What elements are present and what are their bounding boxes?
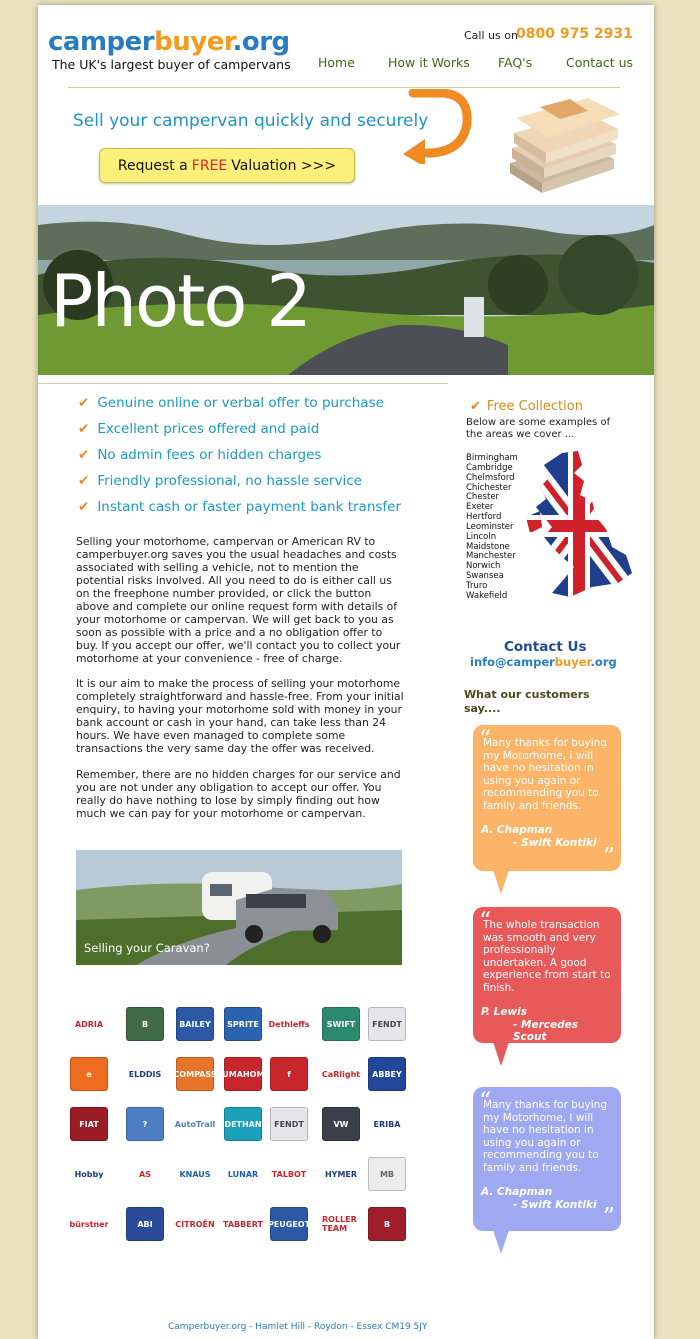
body-paragraph-2: It is our aim to make the process of selling your motorhome completely straightforward and hassle-free. From your initial enquiry, to having your motorhome sold with money in your bank account or cash in your hand, can take less than 24 hours. We have even managed to complete some transactions the very same day the offer was received. bbox=[76, 677, 404, 755]
contact-email-link[interactable] bbox=[470, 655, 617, 669]
hero-headline: Sell your campervan quickly and securely bbox=[73, 111, 429, 131]
city-item: Leominster bbox=[466, 521, 514, 532]
testimonial-bubble bbox=[473, 907, 621, 1043]
feature-text: Friendly professional, no hassle service bbox=[97, 473, 362, 489]
check-icon: ✔ bbox=[470, 399, 481, 414]
brand-logo[interactable]: BAILEY bbox=[176, 1007, 214, 1041]
button-text-pre: Request a bbox=[117, 157, 188, 174]
feature-text: Genuine online or verbal offer to purchase bbox=[97, 395, 384, 411]
check-icon: ✔ bbox=[78, 395, 90, 411]
feature-text: No admin fees or hidden charges bbox=[97, 447, 322, 463]
logo-camper: camper bbox=[48, 27, 155, 57]
page bbox=[38, 5, 654, 1339]
brand-logo[interactable]: TALBOT bbox=[270, 1157, 308, 1191]
email-part3: .org bbox=[590, 655, 617, 669]
brand-logo[interactable]: TABBERT bbox=[224, 1207, 262, 1241]
footer-address: Camperbuyer.org - Hamlet Hill - Roydon - Essex CM19 5JY bbox=[168, 1322, 428, 1332]
testimonial-name: A. Chapman bbox=[481, 824, 553, 836]
nav-home[interactable]: Home bbox=[318, 55, 355, 70]
feature-item bbox=[78, 421, 319, 437]
contact-heading: Contact Us bbox=[504, 639, 587, 655]
brand-logo[interactable]: e bbox=[70, 1057, 108, 1091]
city-item: Manchester bbox=[466, 551, 516, 562]
tagline: The UK's largest buyer of campervans bbox=[52, 57, 291, 72]
city-item: Wakefield bbox=[466, 590, 508, 601]
button-text-free: FREE bbox=[191, 157, 228, 174]
brand-logo[interactable]: SWIFT bbox=[322, 1007, 360, 1041]
testimonial-text: Many thanks for buying my Motorhome, I will have no hesitation in using you again or recommending you to family and friends. bbox=[483, 1099, 607, 1174]
content-divider bbox=[38, 383, 448, 384]
brand-logo[interactable]: Dethleffs bbox=[270, 1007, 308, 1041]
testimonial-vehicle: - Swift Kontiki bbox=[513, 1198, 597, 1211]
brand-logo[interactable]: ROLLER TEAM bbox=[322, 1207, 360, 1241]
areas-intro: Below are some examples of the areas we cover ... bbox=[466, 417, 611, 440]
city-item: Chichester bbox=[466, 482, 512, 493]
phone-number[interactable]: 0800 975 2931 bbox=[516, 26, 633, 42]
brand-logo[interactable]: DETHAN bbox=[224, 1107, 262, 1141]
feature-text: Instant cash or faster payment bank transfer bbox=[97, 499, 402, 515]
brand-logo[interactable]: ELDDIS bbox=[126, 1057, 164, 1091]
feature-item bbox=[78, 499, 401, 515]
city-item: Lincoln bbox=[466, 531, 497, 542]
testimonial-bubble bbox=[473, 1087, 621, 1231]
feature-item bbox=[78, 395, 384, 411]
brand-logo[interactable]: ERIBA bbox=[368, 1107, 406, 1141]
brand-logo[interactable]: Hobby bbox=[70, 1157, 108, 1191]
testimonial-name: A. Chapman bbox=[481, 1186, 553, 1198]
city-item: Exeter bbox=[466, 502, 494, 513]
brand-logo[interactable]: ABBEY bbox=[368, 1057, 406, 1091]
brand-logo[interactable]: f bbox=[270, 1057, 308, 1091]
city-item: Birmingham bbox=[466, 453, 518, 463]
brand-logo[interactable]: ABI bbox=[126, 1207, 164, 1241]
close-quote-icon: ” bbox=[602, 843, 615, 871]
feature-text: Excellent prices offered and paid bbox=[97, 421, 320, 437]
city-item: Chelmsford bbox=[466, 472, 515, 483]
brand-logo[interactable]: AutoTrail bbox=[176, 1107, 214, 1141]
city-item: Cambridge bbox=[466, 462, 513, 473]
email-part1: info@camper bbox=[470, 655, 555, 669]
logo-org: .org bbox=[232, 27, 290, 57]
brand-logo[interactable]: VW bbox=[322, 1107, 360, 1141]
bubble-tail bbox=[493, 870, 509, 894]
brand-logo[interactable]: KNAUS bbox=[176, 1157, 214, 1191]
curved-arrow-icon bbox=[383, 89, 473, 164]
brand-logo[interactable]: ? bbox=[126, 1107, 164, 1141]
open-quote-icon: “ bbox=[479, 725, 492, 753]
testimonial-name: P. Lewis bbox=[481, 1006, 527, 1018]
city-item: Norwich bbox=[466, 561, 501, 572]
brand-logo[interactable]: PEUGEOT bbox=[270, 1207, 308, 1241]
check-icon: ✔ bbox=[78, 473, 90, 489]
brand-logo[interactable]: FENDT bbox=[270, 1107, 308, 1141]
open-quote-icon: “ bbox=[479, 907, 492, 935]
brand-logo[interactable]: CITROËN bbox=[176, 1207, 214, 1241]
caravan-caption[interactable]: Selling your Caravan? bbox=[84, 941, 210, 955]
brand-logo[interactable]: B bbox=[368, 1207, 406, 1241]
city-item: Swansea bbox=[466, 571, 504, 582]
city-item: Truro bbox=[466, 580, 488, 591]
testimonial-vehicle: - Swift Kontiki bbox=[513, 836, 597, 849]
brand-logo[interactable]: SPRITE bbox=[224, 1007, 262, 1041]
money-stack-icon bbox=[490, 93, 630, 201]
testimonial-bubble bbox=[473, 725, 621, 871]
close-quote-icon: ” bbox=[602, 1203, 615, 1231]
brand-logo[interactable]: COMPASS bbox=[176, 1057, 214, 1091]
brand-logo[interactable]: CaRlight bbox=[322, 1057, 360, 1091]
uk-flag-map-icon bbox=[522, 451, 634, 599]
check-icon: ✔ bbox=[78, 447, 90, 463]
feature-item bbox=[78, 473, 362, 489]
testimonial-vehicle: - Mercedes Scout bbox=[513, 1018, 578, 1043]
brand-logo[interactable]: FIAT bbox=[70, 1107, 108, 1141]
nav-contact-us[interactable]: Contact us bbox=[566, 55, 634, 70]
body-paragraph-3: Remember, there are no hidden charges for our service and you are not under any obligation to accept our offer. You really do have nothing to lose by simply finding out how much we can pay for your motorhome or campervan. bbox=[76, 768, 401, 820]
banner-title: Photo 2 bbox=[50, 259, 311, 343]
header-divider bbox=[68, 87, 620, 88]
city-item: Chester bbox=[466, 492, 500, 503]
brand-logo[interactable]: AS bbox=[126, 1157, 164, 1191]
testimonial-text: Many thanks for buying my Motorhome, I will have no hesitation in using you again or recommending you to family and friends. bbox=[483, 737, 607, 812]
open-quote-icon: “ bbox=[479, 1087, 492, 1115]
free-collection-heading bbox=[470, 399, 583, 414]
brand-logo[interactable]: FENDT bbox=[368, 1007, 406, 1041]
email-part2: buyer bbox=[554, 655, 591, 669]
testimonial-text: The whole transaction was smooth and very professionally undertaken. A good experience from start to finish. bbox=[483, 919, 611, 994]
brand-logo[interactable]: HYMER bbox=[322, 1157, 360, 1191]
brand-logo[interactable]: RUMAHOME bbox=[224, 1057, 262, 1091]
check-icon: ✔ bbox=[78, 499, 90, 515]
city-item: Hertford bbox=[466, 512, 502, 523]
nav-faqs[interactable]: FAQ's bbox=[498, 55, 533, 70]
feature-item bbox=[78, 447, 321, 463]
brand-logo[interactable]: bürstner bbox=[70, 1207, 108, 1241]
bubble-tail bbox=[493, 1230, 509, 1254]
body-paragraph-1: Selling your motorhome, campervan or American RV to camperbuyer.org saves you the usual headaches and costs associated with selling a vehicle, not to mention the potential risks involved. All you need to do is either call us on the freephone number provided, or click the button above and complete our online request form with details of your motorhome or campervan. We will get back to you as soon as possible with a price and a no obligation offer to buy. If you accept our offer, we'll contact you to collect your motorhome at your convenience - free of charge. bbox=[76, 535, 401, 665]
request-valuation-button[interactable] bbox=[99, 148, 355, 183]
free-collection-label: Free Collection bbox=[486, 399, 583, 414]
brand-logo[interactable]: B bbox=[126, 1007, 164, 1041]
city-item: Maidstone bbox=[466, 541, 510, 552]
button-text-post: Valuation >>> bbox=[231, 157, 337, 174]
site-logo[interactable] bbox=[48, 27, 290, 57]
nav-how-it-works[interactable]: How it Works bbox=[388, 55, 470, 70]
brand-logo[interactable]: MB bbox=[368, 1157, 406, 1191]
testimonials-heading: What our customers say.... bbox=[464, 688, 590, 715]
check-icon: ✔ bbox=[78, 421, 90, 437]
call-label: Call us on bbox=[464, 29, 518, 42]
brand-logo[interactable]: LUNAR bbox=[224, 1157, 262, 1191]
logo-buyer: buyer bbox=[154, 27, 233, 57]
bubble-tail bbox=[493, 1042, 509, 1066]
city-list bbox=[466, 454, 518, 602]
brand-logo[interactable]: ADRIA bbox=[70, 1007, 108, 1041]
